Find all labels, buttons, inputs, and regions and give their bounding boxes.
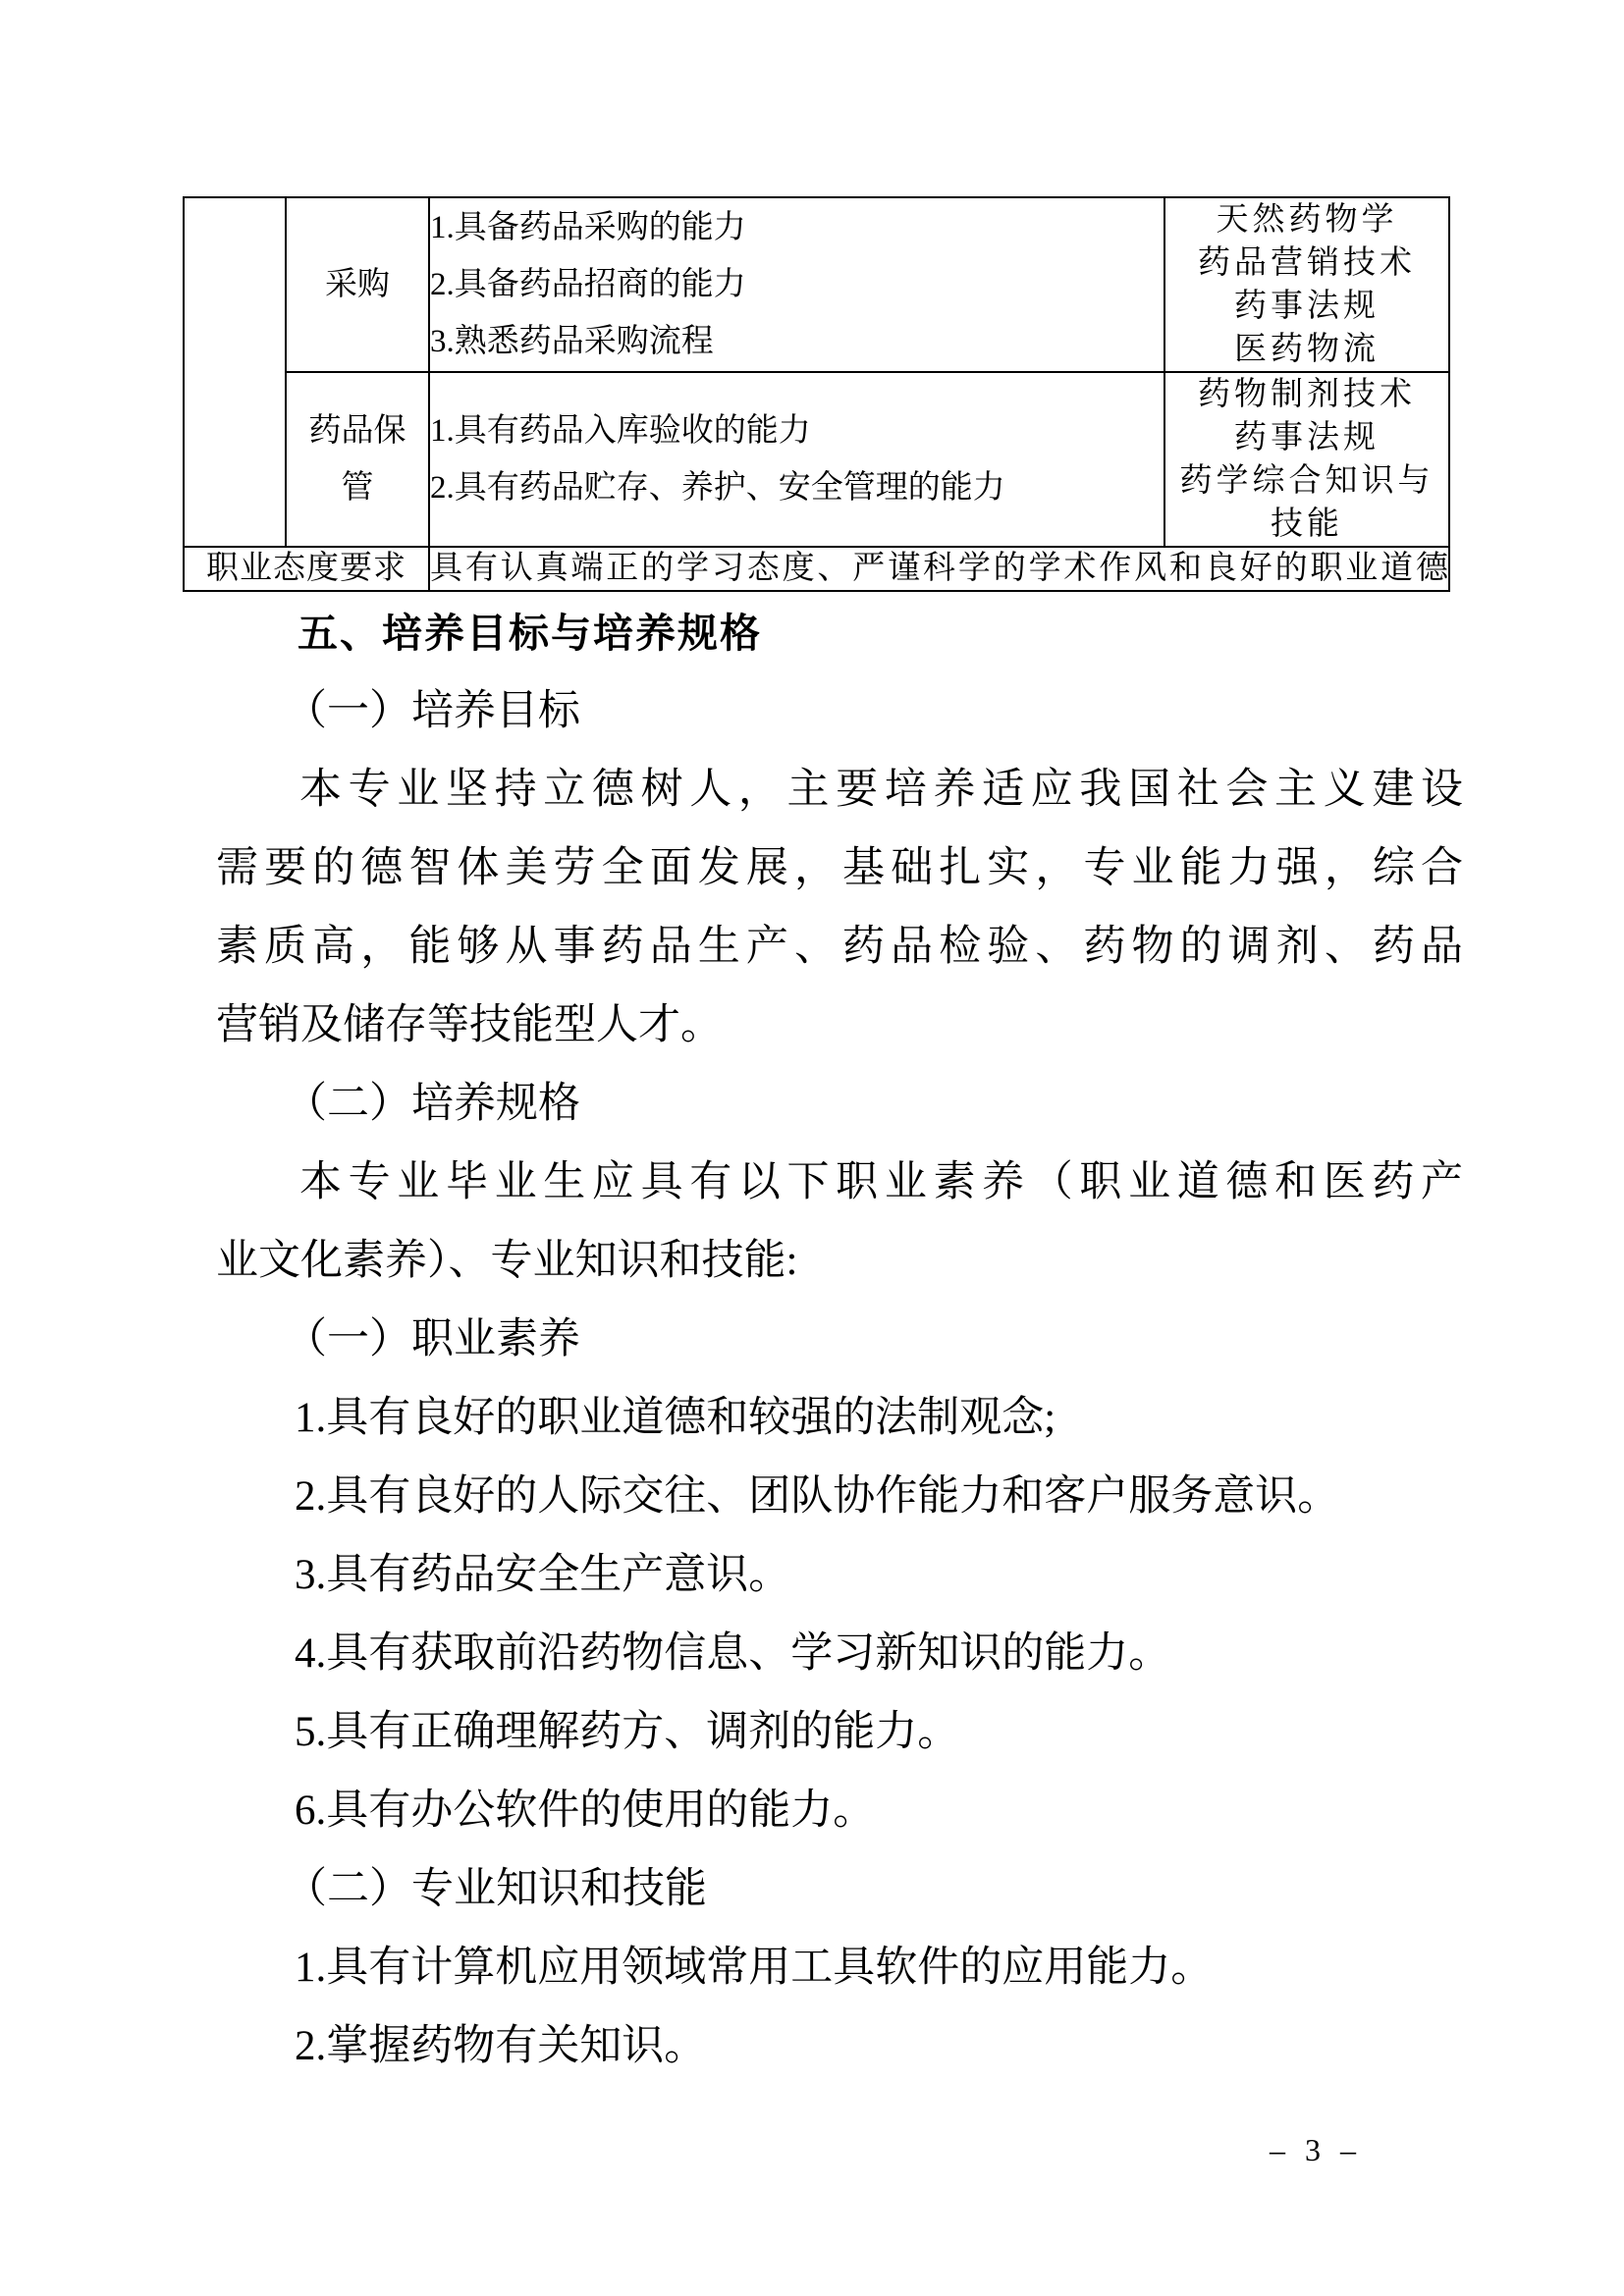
ability-item: 3.熟悉药品采购流程 [430, 324, 714, 359]
list-item: 6.具有办公软件的使用的能力。 [295, 1788, 876, 1834]
body-line: 本专业毕业生应具有以下职业素养（职业道德和医药产 [299, 1159, 1463, 1205]
body-text [216, 584, 1463, 2086]
position-cell-procurement [286, 197, 429, 372]
ability-item: 1.具有药品入库验收的能力 [430, 413, 811, 449]
subsection-title: （二）培养规格 [285, 1081, 580, 1127]
list-item: 5.具有正确理解药方、调剂的能力。 [295, 1709, 960, 1755]
course-item: 药学综合知识与技能 [1179, 463, 1435, 542]
attitude-value: 具有认真端正的学习态度、严谨科学的学术作风和良好的职业道德 [430, 551, 1448, 586]
ability-item: 2.具有药品贮存、养护、安全管理的能力 [430, 470, 1005, 506]
list-item: 1.具有计算机应用领域常用工具软件的应用能力。 [295, 1945, 1214, 1991]
list-item: 3.具有药品安全生产意识。 [295, 1552, 791, 1598]
body-line: 本专业坚持立德树人，主要培养适应我国社会主义建设 [299, 767, 1463, 813]
page-number: – 3 – [1270, 2132, 1362, 2167]
courses-cell-procurement [1164, 197, 1449, 372]
course-item: 天然药物学 [1216, 202, 1398, 238]
table-row [184, 372, 1449, 547]
abilities-cell-storage [429, 372, 1164, 547]
course-item: 药物制剂技术 [1198, 377, 1416, 412]
body-line: 素质高，能够从事药品生产、药品检验、药物的调剂、药品 [216, 924, 1463, 970]
list-item: 4.具有获取前沿药物信息、学习新知识的能力。 [295, 1630, 1171, 1677]
subsection-title: （二）专业知识和技能 [285, 1866, 707, 1912]
course-item: 药事法规 [1234, 420, 1380, 455]
position-cell-storage [286, 372, 429, 547]
ability-item: 1.具备药品采购的能力 [430, 210, 746, 245]
subsection-title: （一）培养目标 [285, 688, 580, 734]
course-item: 医药物流 [1234, 332, 1380, 367]
courses-cell-storage [1164, 372, 1449, 547]
list-item: 2.具有良好的人际交往、团队协作能力和客户服务意识。 [295, 1473, 1340, 1520]
subsection-title: （一）职业素养 [285, 1316, 580, 1362]
table-row [184, 197, 1449, 372]
section-heading: 五、培养目标与培养规格 [298, 611, 762, 656]
list-item: 2.掌握药物有关知识。 [295, 2023, 707, 2069]
abilities-cell-procurement [429, 197, 1164, 372]
list-item: 1.具有良好的职业道德和较强的法制观念; [295, 1395, 1056, 1441]
body-line: 业文化素养）、专业知识和技能: [216, 1238, 798, 1284]
category-cell-empty [184, 197, 286, 547]
body-line: 营销及储存等技能型人才。 [216, 1002, 723, 1048]
body-line: 需要的德智体美劳全面发展，基础扎实，专业能力强，综合 [216, 845, 1463, 891]
attitude-label: 职业态度要求 [184, 547, 429, 591]
position-label: 药品保管 [308, 413, 406, 506]
course-item: 药品营销技术 [1198, 245, 1416, 281]
ability-item: 2.具备药品招商的能力 [430, 267, 746, 302]
position-label: 采购 [325, 267, 390, 302]
course-item: 药事法规 [1234, 289, 1380, 324]
skills-table [183, 196, 1450, 592]
